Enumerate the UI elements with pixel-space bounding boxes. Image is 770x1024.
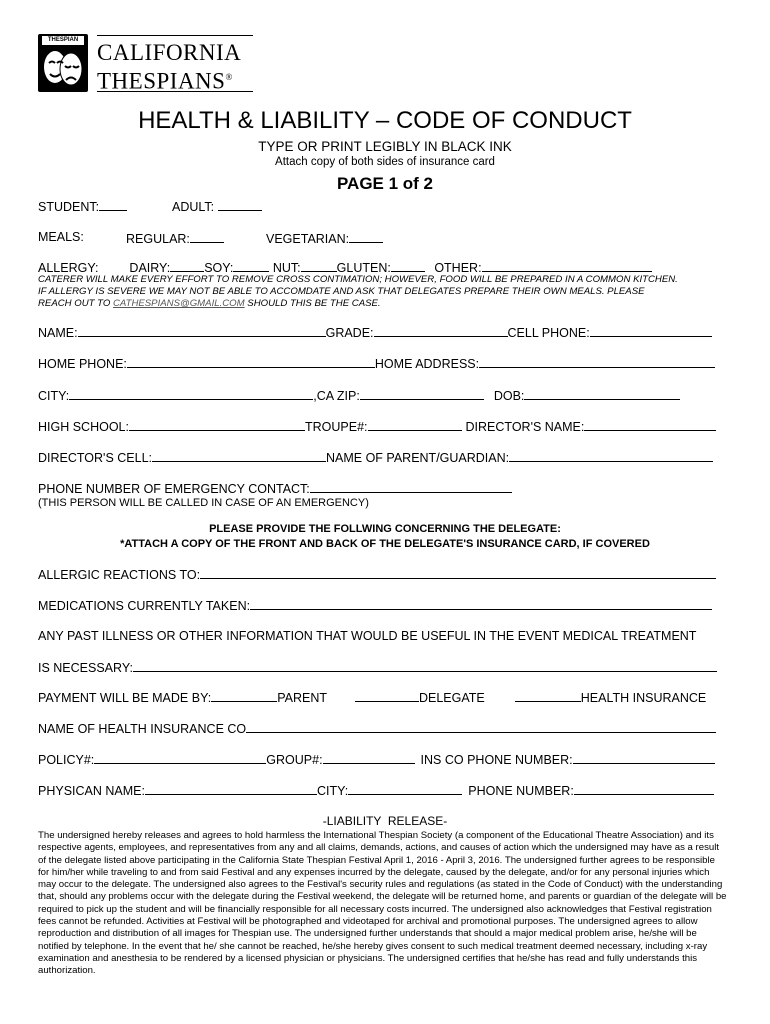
logo-badge: THESPIAN	[42, 36, 84, 45]
form-subtitle-ink: TYPE OR PRINT LEGIBLY IN BLACK INK	[258, 139, 512, 154]
allergy-label: ALLERGY:	[38, 261, 99, 275]
is-necessary-row	[38, 660, 717, 675]
emergency-contact-input-line[interactable]	[310, 481, 512, 493]
logo-rule-top	[97, 35, 253, 36]
troupe-label: TROUPE#:	[305, 420, 368, 434]
physician-row	[38, 783, 714, 798]
cell-phone-input-line[interactable]	[590, 325, 712, 337]
payment-label: PAYMENT WILL BE MADE BY:	[38, 691, 212, 705]
emergency-note: (THIS PERSON WILL BE CALLED IN CASE OF AN EMERGENCY)	[38, 497, 369, 509]
thespian-masks-logo	[38, 34, 88, 92]
payment-row	[38, 690, 706, 705]
name-row	[38, 325, 712, 340]
name-input-line[interactable]	[78, 325, 326, 337]
payment-delegate-label: DELEGATE	[418, 691, 485, 705]
high-school-row	[38, 419, 716, 434]
delegate-heading: PLEASE PROVIDE THE FOLLWING CONCERNING THE DELEGATE:	[209, 523, 561, 535]
payment-parent-line[interactable]	[211, 690, 277, 702]
allergic-reactions-row	[38, 567, 716, 582]
regular-row	[126, 231, 224, 246]
ins-phone-label: INS CO PHONE NUMBER:	[420, 753, 573, 767]
emergency-contact-label: PHONE NUMBER OF EMERGENCY CONTACT:	[38, 482, 310, 496]
directors-name-input-line[interactable]	[584, 419, 716, 431]
dairy-line[interactable]	[170, 260, 204, 272]
logo-line-1: CALIFORNIA	[97, 40, 242, 65]
zip-input-line[interactable]	[360, 388, 484, 400]
insurance-card-heading: *ATTACH A COPY OF THE FRONT AND BACK OF THE DELEGATE'S INSURANCE CARD, IF COVERED	[120, 538, 650, 550]
directors-cell-input-line[interactable]	[152, 450, 326, 462]
is-necessary-label: IS NECESSARY:	[38, 661, 133, 675]
gluten-line[interactable]	[391, 260, 425, 272]
soy-label: SOY:	[204, 261, 234, 275]
meals-label: MEALS:	[38, 230, 84, 244]
dairy-label: DAIRY:	[129, 261, 171, 275]
allergic-reactions-input-line[interactable]	[200, 567, 716, 579]
allergic-reactions-label: ALLERGIC REACTIONS TO:	[38, 568, 201, 582]
physician-phone-label: PHONE NUMBER:	[468, 784, 574, 798]
ins-phone-input-line[interactable]	[573, 752, 715, 764]
home-phone-row	[38, 356, 715, 371]
caterer-note-suffix: SHOULD THIS BE THE CASE.	[244, 298, 381, 309]
grade-label: GRADE:	[325, 326, 374, 340]
adult-row	[172, 199, 262, 214]
other-label: OTHER:	[434, 261, 482, 275]
physician-city-label: CITY:	[316, 784, 349, 798]
policy-label: POLICY#:	[38, 753, 95, 767]
caterer-note-line-3	[38, 298, 738, 310]
medications-row	[38, 598, 712, 613]
adult-label: ADULT:	[172, 200, 215, 214]
parent-guardian-label: NAME OF PARENT/GUARDIAN:	[326, 451, 510, 465]
home-phone-input-line[interactable]	[127, 356, 375, 368]
name-label: NAME:	[38, 326, 78, 340]
city-input-line[interactable]	[69, 388, 313, 400]
home-address-label: HOME ADDRESS:	[374, 357, 480, 371]
caterer-note-prefix: REACH OUT TO	[38, 298, 113, 309]
directors-cell-label: DIRECTOR'S CELL:	[38, 451, 152, 465]
regular-label: REGULAR:	[126, 232, 190, 246]
payment-insurance-label: HEALTH INSURANCE	[580, 691, 707, 705]
city-row	[38, 388, 680, 403]
form-title: HEALTH & LIABILITY – CODE OF CONDUCT	[138, 107, 632, 134]
liability-release-heading: -LIABILITY RELEASE-	[322, 814, 448, 828]
physician-phone-input-line[interactable]	[574, 783, 714, 795]
regular-meal-line[interactable]	[190, 231, 224, 243]
logo-line-2: THESPIANS	[97, 68, 226, 94]
caterer-note	[38, 274, 738, 310]
vegetarian-row	[266, 231, 383, 246]
soy-line[interactable]	[233, 260, 269, 272]
allergy-row	[38, 260, 652, 275]
liability-release-text: The undersigned hereby releases and agrees to hold harmless the International Thespian Society (a component of the Educational Theatre Association) and its respective agents, employees, and representatives from any and all claims, demands, actions, and causes of action which the undersigned may have as a result of the delegate listed above participating in the California State Thespian Festival April 1, 2016 - April 3, 2016. The undersigned further agrees to be responsible for him/her while traveling to and from said Festival and any expenses incurred by the delegate, caused by the delegate, and/or for any personal injuries which may occur to the delegate. The undersigned also agrees to the Festival's security rules and regulations (as stated in the Code of Conduct) with the understanding that, should any problems occur with the delegate during the Festival weekend, the delegate will be returned home, and parents or guardian of the delegate will be required to pick up the student and will be financially responsible for all necessary costs incurred. The undersigned also acknowledges that Festival registration fees cannot be refunded. Activities at Festival will be photographed and videotaped for archival and promotional purposes. The undersigned agrees to allow reproduction and distribution of all images for Thespian use. The undersigned further understands that should a major medical problem arise, he/she will be notified by telephone. In the event that he/ she cannot be reached, he/she hereby gives consent to such medical treatment deemed necessary, including x-ray examination and anesthesia to be rendered by a licensed physician or physicians. The undersigned certifies that he/she has read and fully understands this authorization.	[38, 830, 727, 977]
logo-wordmark	[97, 38, 241, 94]
parent-guardian-input-line[interactable]	[509, 450, 713, 462]
dob-label: DOB:	[493, 389, 525, 403]
logo-line-2-wrap	[97, 65, 241, 94]
student-checkbox-line[interactable]	[99, 199, 127, 211]
cell-phone-label: CELL PHONE:	[507, 326, 590, 340]
payment-parent-label: PARENT	[277, 691, 327, 705]
is-necessary-input-line[interactable]	[133, 660, 717, 672]
ca-zip-label: ,CA ZIP:	[313, 389, 360, 403]
high-school-label: HIGH SCHOOL:	[38, 420, 129, 434]
group-input-line[interactable]	[323, 752, 415, 764]
insurance-co-label: NAME OF HEALTH INSURANCE CO	[38, 722, 247, 736]
vegetarian-meal-line[interactable]	[349, 231, 383, 243]
past-illness-label: ANY PAST ILLNESS OR OTHER INFORMATION THAT WOULD BE USEFUL IN THE EVENT MEDICAL TREATMENT	[38, 629, 697, 643]
medications-label: MEDICATIONS CURRENTLY TAKEN:	[38, 599, 251, 613]
page-indicator: PAGE 1 of 2	[336, 174, 434, 193]
directors-cell-row	[38, 450, 713, 465]
group-label: GROUP#:	[266, 753, 323, 767]
form-subtitle-card: Attach copy of both sides of insurance card	[275, 156, 495, 168]
dob-input-line[interactable]	[524, 388, 680, 400]
emergency-row	[38, 481, 512, 496]
caterer-note-line-1: CATERER WILL MAKE EVERY EFFORT TO REMOVE CROSS CONTIMATION; HOWEVER, FOOD WILL BE PREPARED IN A COMMON KITCHEN.	[38, 274, 678, 285]
student-label: STUDENT:	[38, 200, 100, 214]
directors-name-label: DIRECTOR'S NAME:	[465, 420, 585, 434]
high-school-input-line[interactable]	[129, 419, 305, 431]
grade-input-line[interactable]	[374, 325, 508, 337]
vegetarian-label: VEGETARIAN:	[266, 232, 350, 246]
logo-rule-bottom	[97, 91, 253, 92]
gluten-label: GLUTEN:	[336, 261, 391, 275]
contact-email-link[interactable]: CATHESPIANS@GMAIL.COM	[112, 298, 245, 309]
insurance-co-input-line[interactable]	[246, 721, 716, 733]
payment-delegate-line[interactable]	[355, 690, 419, 702]
physician-label: PHYSICAN NAME:	[38, 784, 145, 798]
home-phone-label: HOME PHONE:	[38, 357, 127, 371]
payment-insurance-line[interactable]	[515, 690, 581, 702]
medications-input-line[interactable]	[250, 598, 712, 610]
masks-icon	[41, 47, 85, 90]
physician-city-input-line[interactable]	[348, 783, 462, 795]
adult-checkbox-line[interactable]	[218, 199, 262, 211]
insurance-co-row	[38, 721, 716, 736]
student-row	[38, 199, 127, 214]
physician-input-line[interactable]	[145, 783, 317, 795]
nut-label: NUT:	[272, 261, 301, 275]
policy-input-line[interactable]	[94, 752, 266, 764]
city-label: CITY:	[38, 389, 70, 403]
troupe-input-line[interactable]	[368, 419, 462, 431]
other-allergy-line[interactable]	[482, 260, 652, 272]
home-address-input-line[interactable]	[479, 356, 715, 368]
logo-reg-mark: ®	[225, 72, 233, 82]
nut-line[interactable]	[301, 260, 337, 272]
caterer-note-line-2: IF ALLERGY IS SEVERE WE MAY NOT BE ABLE TO ACCOMDATE AND ASK THAT DELEGATES PREPARE THEIR OWN MEALS. PLEASE	[38, 286, 645, 297]
policy-row	[38, 752, 715, 767]
